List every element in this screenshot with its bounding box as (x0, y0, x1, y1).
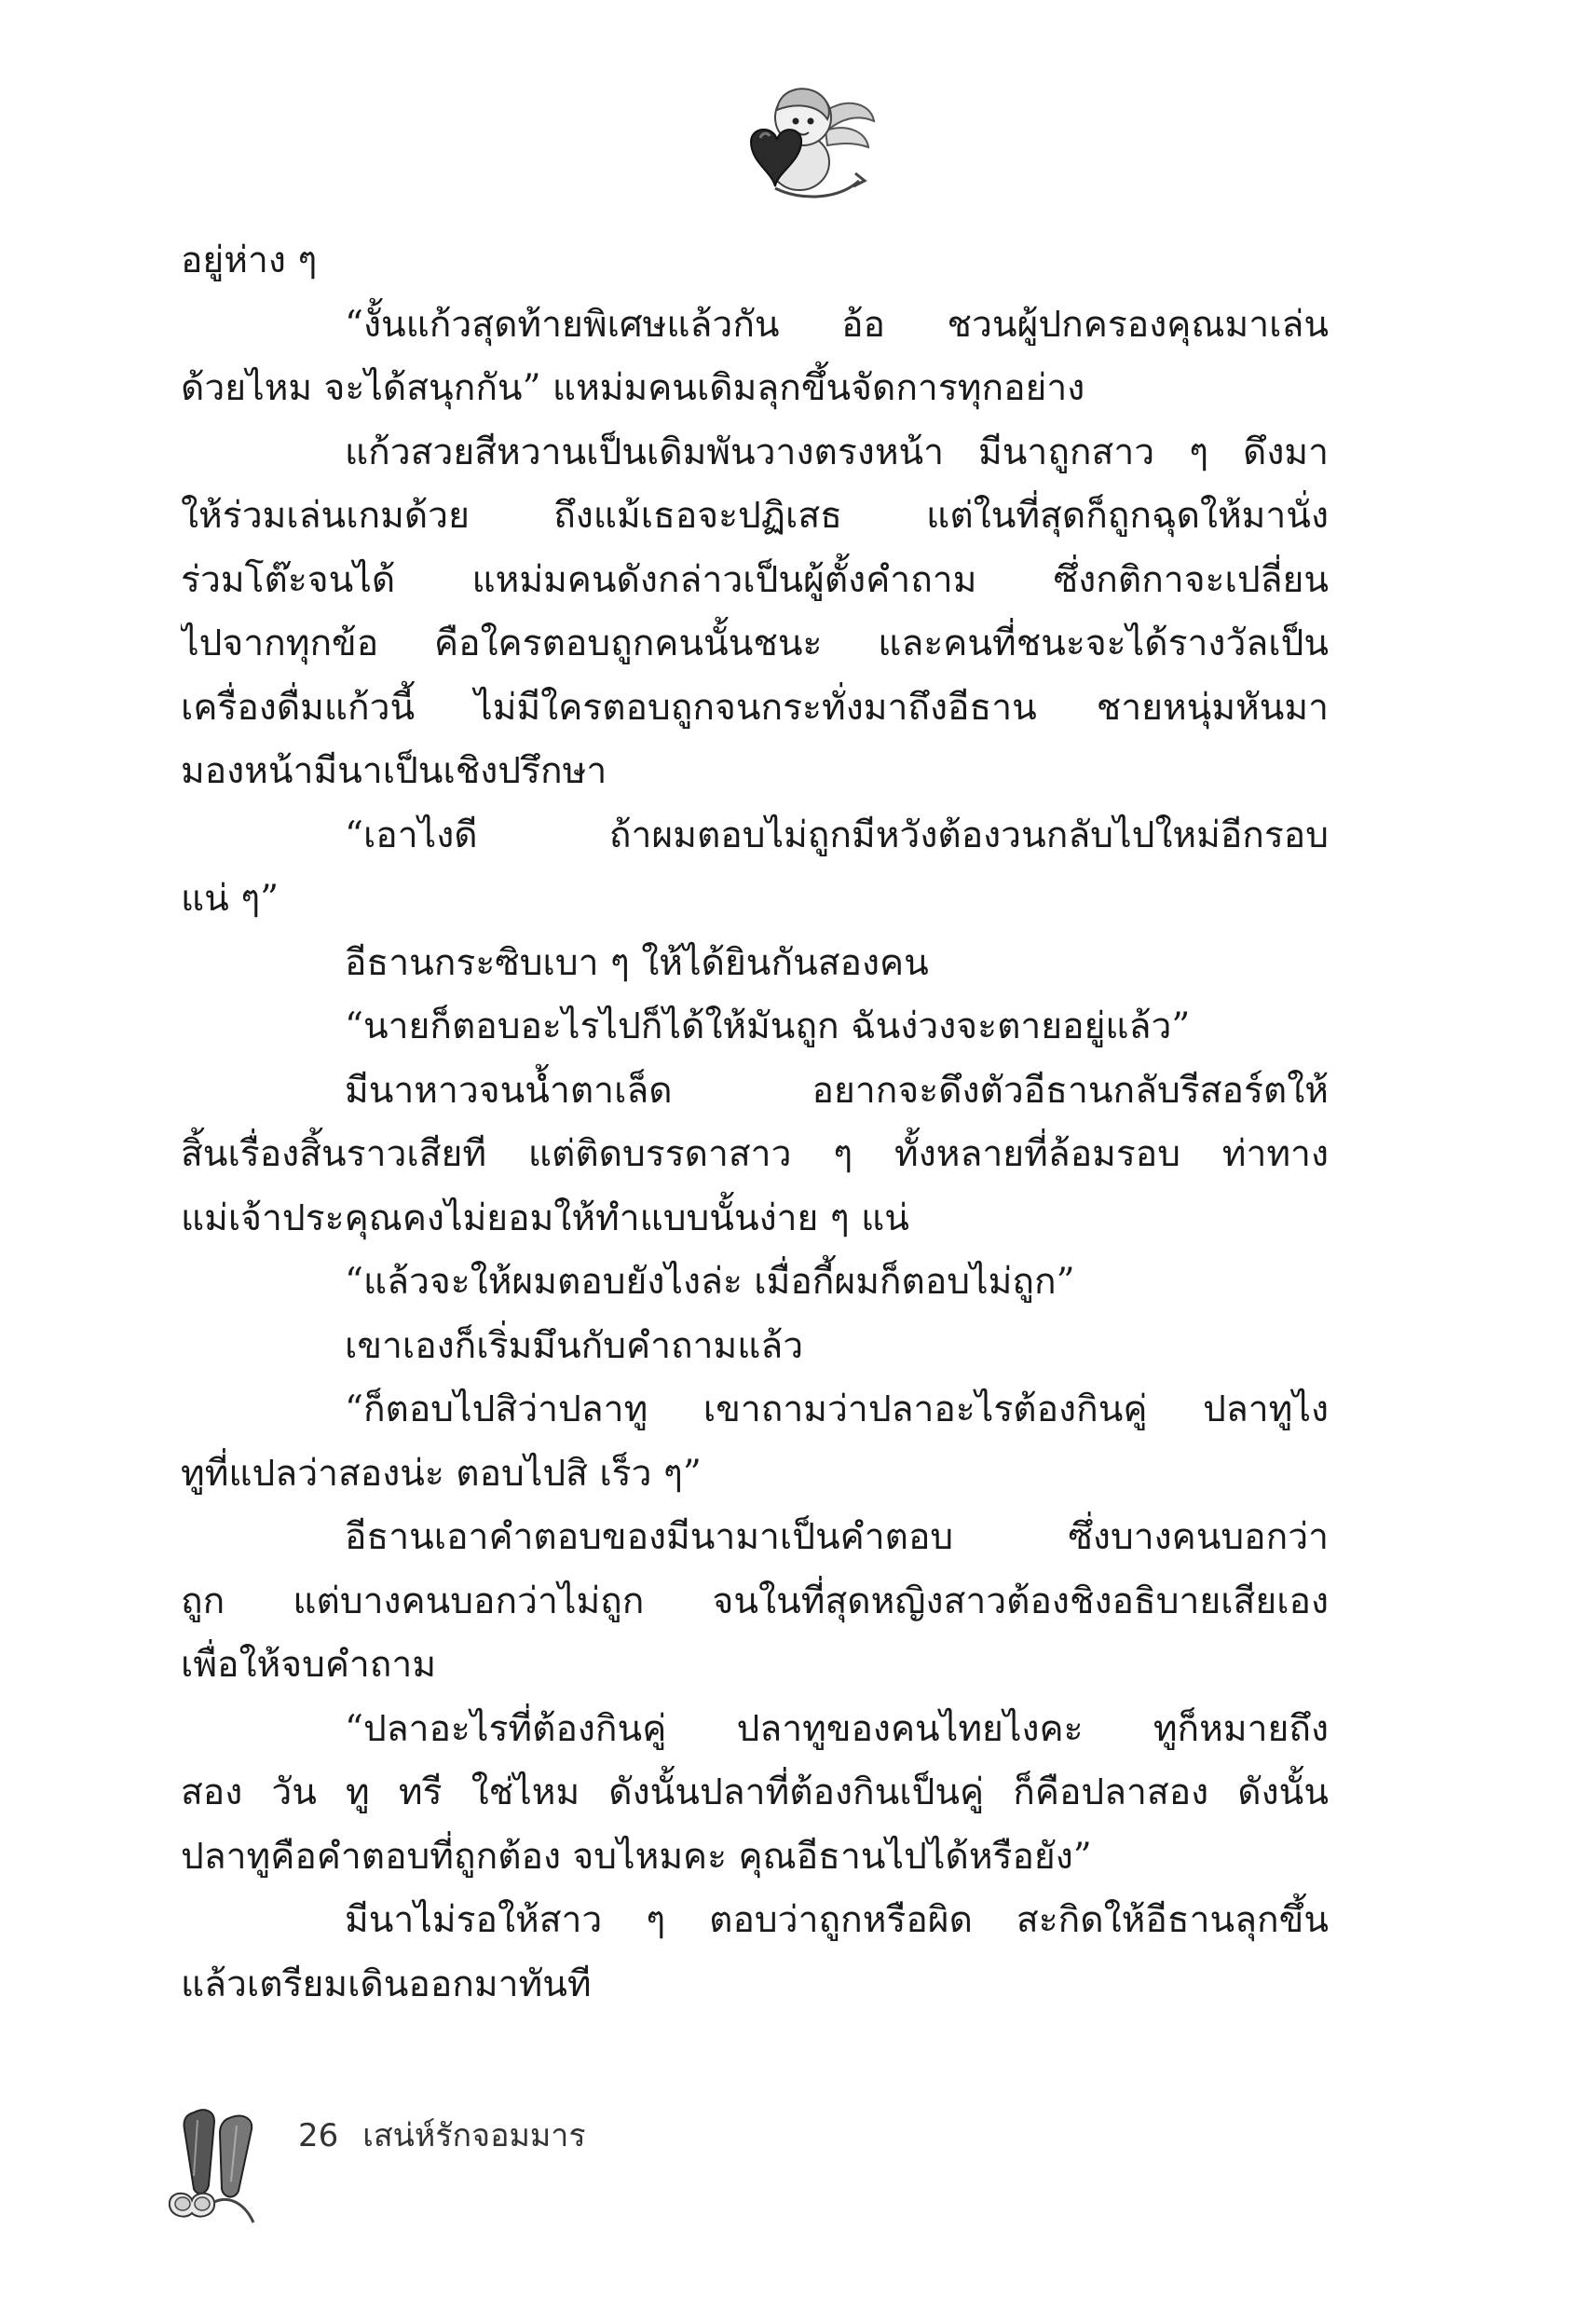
text-line: ให้ร่วมเล่นเกมด้วย ถึงแม้เธอจะปฏิเสธ แต่ในที่สุดก็ถูกฉุดให้มานั่ง (181, 495, 1329, 537)
page-footer (298, 2108, 610, 2164)
text-line: เครื่องดื่มแก้วนี้ ไม่มีใครตอบถูกจนกระทั่งมาถึงอีธาน ชายหนุ่มหันมา (181, 686, 1329, 729)
text-line: แน่ ๆ” (181, 878, 280, 920)
text-line: เขาเองก็เริ่มมึนกับคำถามแล้ว (345, 1324, 804, 1367)
text-line: อีธานกระซิบเบา ๆ ให้ได้ยินกันสองคน (345, 941, 929, 984)
text-line: “ปลาอะไรที่ต้องกินคู่ ปลาทูของคนไทยไงคะ ทูก็หมายถึง (345, 1707, 1329, 1750)
text-line: ถูก แต่บางคนบอกว่าไม่ถูก จนในที่สุดหญิงสาวต้องชิงอธิบายเสียเอง (181, 1579, 1329, 1622)
text-line: สอง วัน ทู ทรี ใช่ไหม ดังนั้นปลาที่ต้องกินเป็นคู่ ก็คือปลาสอง ดังนั้น (181, 1771, 1329, 1813)
text-line: ไปจากทุกข้อ คือใครตอบถูกคนนั้นชนะ และคนที่ชนะจะได้รางวัลเป็น (181, 622, 1329, 664)
text-line: ร่วมโต๊ะจนได้ แหม่มคนดังกล่าวเป็นผู้ตั้งคำถาม ซึ่งกติกาจะเปลี่ยน (181, 558, 1329, 601)
text-line: เพื่อให้จบคำถาม (181, 1644, 437, 1686)
text-line: อีธานเอาคำตอบของมีนามาเป็นคำตอบ ซึ่งบางคนบอกว่า (345, 1516, 1329, 1558)
text-line: มีนาหาวจนน้ำตาเล็ด อยากจะดึงตัวอีธานกลับรีสอร์ตให้ (345, 1069, 1329, 1112)
text-line: มองหน้ามีนาเป็นเชิงปรึกษา (181, 750, 607, 792)
diving-fins-and-mask-icon (157, 2101, 296, 2241)
text-line: แล้วเตรียมเดินออกมาทันที (181, 1962, 592, 2005)
book-title: เสน่ห์รักจอมมาร (362, 2117, 586, 2154)
text-line: แม่เจ้าประคุณคงไม่ยอมให้ทำแบบนั้นง่าย ๆ แน่ (181, 1197, 909, 1239)
text-line: “เอาไงดี ถ้าผมตอบไม่ถูกมีหวังต้องวนกลับไปใหม่อีกรอบ (345, 814, 1329, 856)
text-line: แก้วสวยสีหวานเป็นเดิมพันวางตรงหน้า มีนาถูกสาว ๆ ดึงมา (345, 431, 1329, 473)
text-line: อยู่ห่าง ๆ (181, 239, 318, 281)
page-body (181, 229, 1329, 2017)
text-line: “แล้วจะให้ผมตอบยังไงล่ะ เมื่อกี้ผมก็ตอบไม่ถูก” (345, 1261, 1075, 1303)
text-line: มีนาไม่รอให้สาว ๆ ตอบว่าถูกหรือผิด สะกิดให้อีธานลุกขึ้น (345, 1899, 1329, 1941)
text-line: สิ้นเรื่องสิ้นราวเสียที แต่ติดบรรดาสาว ๆ ทั้งหลายที่ล้อมรอบ ท่าทาง (181, 1133, 1329, 1175)
text-line: ด้วยไหม จะได้สนุกกัน” แหม่มคนเดิมลุกขึ้นจัดการทุกอย่าง (181, 367, 1085, 409)
text-line: ปลาทูคือคำตอบที่ถูกต้อง จบไหมคะ คุณอีธานไปได้หรือยัง” (181, 1835, 1092, 1878)
page-number: 26 (298, 2117, 339, 2154)
text-line: “ก็ตอบไปสิว่าปลาทู เขาถามว่าปลาอะไรต้องกินคู่ ปลาทูไง (345, 1388, 1329, 1430)
text-line: “นายก็ตอบอะไรไปก็ได้ให้มันถูก ฉันง่วงจะตายอยู่แล้ว” (345, 1005, 1191, 1047)
text-line: “งั้นแก้วสุดท้ายพิเศษแล้วกัน อ้อ ชวนผู้ปกครองคุณมาเล่น (345, 303, 1329, 346)
text-line: ทูที่แปลว่าสองน่ะ ตอบไปสิ เร็ว ๆ” (181, 1452, 702, 1495)
cupid-with-heart-icon (699, 76, 885, 207)
